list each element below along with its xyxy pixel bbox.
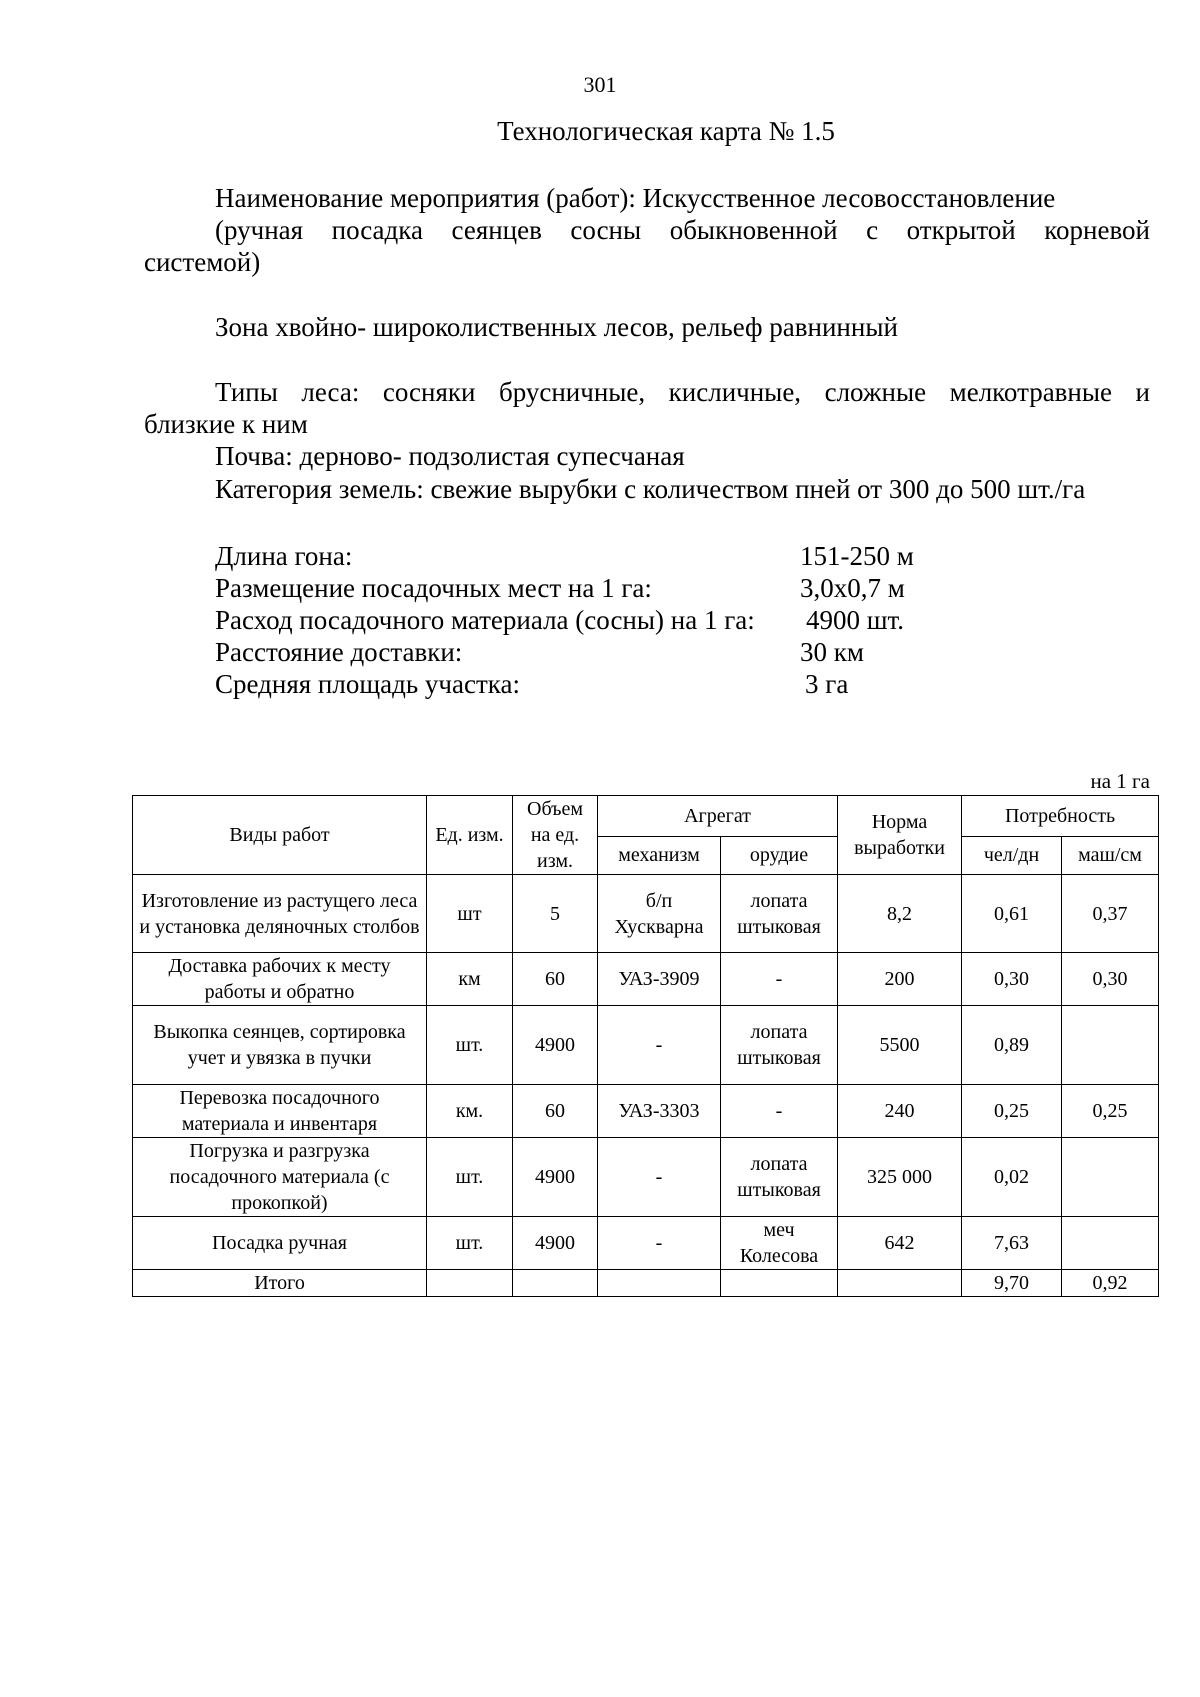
table-row [133, 1217, 1159, 1270]
header-demand: Потребность [962, 796, 1159, 837]
cell-unit: км. [427, 1085, 513, 1138]
cell-volume: 4900 [513, 1006, 598, 1085]
cell-empty [838, 1270, 962, 1297]
cell-norm: 200 [838, 953, 962, 1006]
cell-tool: - [721, 953, 838, 1006]
cell-tool: лопата штыковая [721, 1138, 838, 1217]
cell-volume: 4900 [513, 1217, 598, 1270]
cell-volume: 5 [513, 875, 598, 953]
header-machine-shifts: маш/см [1062, 836, 1159, 874]
cell-norm: 325 000 [838, 1138, 962, 1217]
header-norm: Норма выработки [838, 796, 962, 875]
param-label: Расход посадочного материала (сосны) на 1 га: [215, 605, 755, 635]
forest-types-line-1: Типы леса: сосняки брусничные, кисличные, сложные мелкотравные и [215, 377, 1150, 407]
param-value: 3,0х0,7 м [800, 573, 905, 603]
cell-unit: шт. [427, 1217, 513, 1270]
cell-machine-shifts: 0,30 [1062, 953, 1159, 1006]
cell-mechanism: - [598, 1217, 721, 1270]
header-work-types: Виды работ [133, 796, 427, 875]
cell-work: Посадка ручная [133, 1217, 427, 1270]
cell-volume: 60 [513, 953, 598, 1006]
cell-tool: - [721, 1085, 838, 1138]
cell-man-days: 7,63 [962, 1217, 1062, 1270]
cell-norm: 240 [838, 1085, 962, 1138]
document-title: Технологическая карта № 1.5 [497, 116, 835, 146]
cell-tool: лопата штыковая [721, 875, 838, 953]
cell-volume: 60 [513, 1085, 598, 1138]
cell-mechanism: УАЗ-3303 [598, 1085, 721, 1138]
cell-mechanism: - [598, 1138, 721, 1217]
param-value: 30 км [800, 637, 864, 667]
cell-man-days: 0,30 [962, 953, 1062, 1006]
forest-types-line-2: близкие к ним [144, 409, 308, 439]
cell-total-machine-shifts: 0,92 [1062, 1270, 1159, 1297]
soil-text: Почва: дерново- подзолистая супесчаная [215, 441, 685, 471]
param-label: Средняя площадь участка: [215, 669, 520, 699]
cell-empty [598, 1270, 721, 1297]
cell-empty [721, 1270, 838, 1297]
cell-man-days: 0,89 [962, 1006, 1062, 1085]
cell-volume: 4900 [513, 1138, 598, 1217]
zone-text: Зона хвойно- широколиственных лесов, рельеф равнинный [215, 312, 898, 342]
table-row [133, 953, 1159, 1006]
cell-unit: шт. [427, 1138, 513, 1217]
cell-tool: лопата штыковая [721, 1006, 838, 1085]
header-man-days: чел/дн [962, 836, 1062, 874]
page-number: 301 [583, 72, 617, 97]
cell-empty [427, 1270, 513, 1297]
cell-unit: шт [427, 875, 513, 953]
cell-machine-shifts [1062, 1138, 1159, 1217]
activity-line-1: Наименование мероприятия (работ): Искусственное лесовосстановление [215, 183, 1056, 213]
table-row [133, 1138, 1159, 1217]
param-value: 151-250 м [800, 541, 914, 571]
param-label: Расстояние доставки: [215, 637, 463, 667]
cell-work: Доставка рабочих к месту работы и обратно [133, 953, 427, 1006]
cell-machine-shifts [1062, 1006, 1159, 1085]
param-label: Размещение посадочных мест на 1 га: [215, 573, 652, 603]
header-aggregate: Агрегат [598, 796, 838, 837]
works-table [132, 795, 1159, 1297]
activity-line-2: (ручная посадка сеянцев сосны обыкновенной с открытой корневой [215, 215, 1150, 245]
table-row [133, 1085, 1159, 1138]
table-row [133, 875, 1159, 953]
land-category-text: Категория земель: свежие вырубки с количеством пней от 300 до 500 шт./га [215, 474, 1086, 504]
cell-norm: 8,2 [838, 875, 962, 953]
cell-mechanism: - [598, 1006, 721, 1085]
table-header-row [133, 796, 1159, 837]
cell-unit: км [427, 953, 513, 1006]
activity-line-3: системой) [144, 247, 261, 277]
cell-machine-shifts [1062, 1217, 1159, 1270]
cell-total-man-days: 9,70 [962, 1270, 1062, 1297]
cell-work: Погрузка и разгрузка посадочного материала (с прокопкой) [133, 1138, 427, 1217]
cell-empty [513, 1270, 598, 1297]
table-row [133, 1006, 1159, 1085]
cell-man-days: 0,61 [962, 875, 1062, 953]
cell-man-days: 0,02 [962, 1138, 1062, 1217]
cell-machine-shifts: 0,25 [1062, 1085, 1159, 1138]
cell-unit: шт. [427, 1006, 513, 1085]
table-unit-note: на 1 га [1090, 769, 1150, 793]
cell-mechanism: б/п Хускварна [598, 875, 721, 953]
cell-work: Выкопка сеянцев, сортировка учет и увязка в пучки [133, 1006, 427, 1085]
header-mechanism: механизм [598, 836, 721, 874]
cell-total-label: Итого [133, 1270, 427, 1297]
param-value: 4900 шт. [806, 605, 905, 635]
table-total-row [133, 1270, 1159, 1297]
param-label: Длина гона: [215, 541, 353, 571]
header-tool: орудие [721, 836, 838, 874]
cell-tool: меч Колесова [721, 1217, 838, 1270]
param-value: 3 га [805, 669, 849, 699]
cell-machine-shifts: 0,37 [1062, 875, 1159, 953]
cell-work: Перевозка посадочного материала и инвентаря [133, 1085, 427, 1138]
header-unit: Ед. изм. [427, 796, 513, 875]
cell-norm: 642 [838, 1217, 962, 1270]
cell-man-days: 0,25 [962, 1085, 1062, 1138]
cell-mechanism: УАЗ-3909 [598, 953, 721, 1006]
header-volume: Объем на ед. изм. [513, 796, 598, 875]
cell-work: Изготовление из растущего леса и установка деляночных столбов [133, 875, 427, 953]
cell-norm: 5500 [838, 1006, 962, 1085]
